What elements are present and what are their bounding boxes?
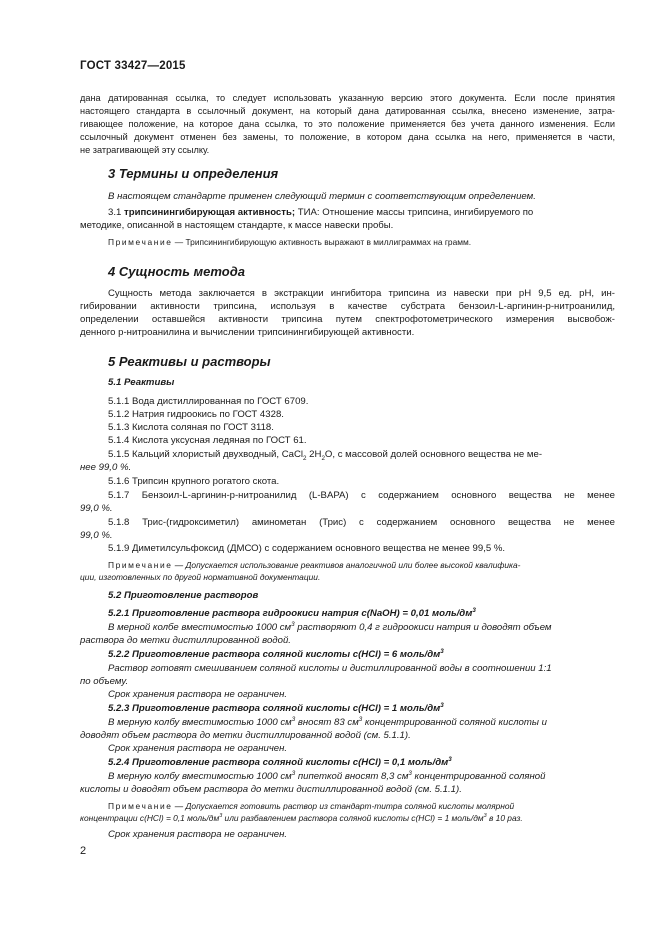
solution-5-2-2-title: 5.2.2 Приготовление раствора соляной кислоты c(HCl) = 6 моль/$дм^3$ [108,647,444,660]
solution-5-2-1-title: 5.2.1 Приготовление раствора гидроокиси натрия c(NaOH) = 0,01 моль/$дм^3$ [108,606,476,619]
solution-5-2-3-line-2: доводят объем раствора до метки дистиллированной водой (см. 5.1.1). [80,730,411,741]
note-label: Примечание [108,801,173,811]
reagent-5-1-4: 5.1.4 Кислота уксусная ледяная по ГОСТ 61. [108,435,307,446]
reagent-5-1-6: 5.1.6 Трипсин крупного рогатого скота. [108,476,280,487]
intro-line-5: не затрагивающей эту ссылку. [80,145,210,155]
section-4-line-2: гибировании активности трипсина, используя в качестве субстрата бензоил-L-аргинин-p-нитроанилид, [80,301,615,312]
reagent-5-1-5-line-2: нее 99,0 %. [80,462,132,473]
subsection-5-2-title: 5.2 Приготовление растворов [108,590,259,601]
reagent-5-1-7-line-2: 99,0 %. [80,503,113,514]
solution-5-2-2-line-3: Срок хранения раствора не ограничен. [108,689,288,700]
term-3-1-line-2: методике, описанной в настоящем стандарте, к массе навески пробы. [80,220,394,231]
reagent-5-1-5-line-1: 5.1.5 Кальций хлористый двухводный, CaCl$_2$ $2H_2O$, с массовой долей основного вещества не ме- [108,449,543,462]
intro-line-1: дана датированная ссылка, то следует использовать указанную версию этого документа. Если после принятия [80,93,615,103]
solution-5-2-3-line-1: В мерную колбу вместимостью 1000 $см^3$ вносят 83 $см^3$ концентрированной соляной кислоты и [108,715,547,728]
term-3-1-line-1: 3.1 трипсинингибирующая активность; ТИА: Отношение массы трипсина, ингибируемого по [108,207,534,218]
reagent-5-1-8-line-2: 99,0 %. [80,530,113,541]
solution-5-2-4-line-2: кислоты и доводят объем раствора до метки дистиллированной водой (см. 5.1.1). [80,784,462,795]
reagent-5-1-1: 5.1.1 Вода дистиллированная по ГОСТ 6709. [108,396,309,407]
section-4-line-3: определении оставшейся активности трипсина путем спектрофотометрического измерения высвобож- [80,314,615,325]
solution-5-2-2-line-2: по объему. [80,676,129,687]
reagent-5-1-2: 5.1.2 Натрия гидроокись по ГОСТ 4328. [108,409,284,420]
note-3: Примечание — Трипсинингибирующую активность выражают в миллиграммах на грамм. [108,237,472,247]
intro-line-3: гивающее положение, на которое дана ссылка, то это положение применяется без учета данного изменения. Если [80,119,615,129]
reagent-5-1-9: 5.1.9 Диметилсульфоксид (ДМСО) с содержанием основного вещества не менее 99,5 %. [108,543,506,554]
subsection-5-1-title: 5.1 Реактивы [108,377,175,388]
note-5-2-4-line-1: Примечание — Допускается готовить раствор из стандарт-титра соляной кислоты молярной [108,801,515,811]
solution-5-2-4-line-3: Срок хранения раствора не ограничен. [108,829,288,840]
solution-5-2-4-line-1: В мерную колбу вместимостью 1000 $см^3$ пипеткой вносят 8,3 $см^3$ концентрированной соляной [108,769,546,782]
section-4-line-4: денного p-нитроанилина и вычислении трипсинингибирующей активности. [80,327,415,338]
solution-5-2-4-title: 5.2.4 Приготовление раствора соляной кислоты c(HCl) = 0,1 моль/$дм^3$ [108,755,452,768]
intro-line-2: настоящего стандарта в ссылочный документ, на который дана датированная ссылка, внесено изменение, затра- [80,106,615,116]
term-name: трипсинингибирующая активность; [124,207,296,218]
section-3-title: 3 Термины и определения [108,166,279,181]
note-5-2-4-line-2: концентрации c(HCl) = 0,1 моль/$дм^3$ или разбавлением раствора соляной кислоты c(HCl) = 1 моль/$дм^3$ в 10 раз. [80,813,523,823]
document-header: ГОСТ 33427—2015 [80,60,186,72]
section-4-title: 4 Сущность метода [108,264,245,279]
note-label: Примечание [108,560,173,570]
reagent-5-1-7-line-1: 5.1.7 Бензоил-L-аргинин-p-нитроанилид (L-BAPA) с содержанием основного вещества не менее [108,490,615,501]
solution-5-2-1-line-1: В мерной колбе вместимостью 1000 $см^3$ растворяют 0,4 г гидроокиси натрия и доводят объем [108,620,552,633]
note-label: Примечание [108,237,173,247]
note-5-1-line-2: ции, изготовленных по другой нормативной документации. [80,572,321,582]
solution-5-2-1-line-2: раствора до метки дистиллированной водой. [80,635,291,646]
intro-line-4: ссылочный документ отменен без замены, то положение, в котором дана ссылка на него, применяется в части, [80,132,615,142]
solution-5-2-3-title: 5.2.3 Приготовление раствора соляной кислоты c(HCl) = 1 моль/$дм^3$ [108,701,444,714]
solution-5-2-2-line-1: Раствор готовят смешиванием соляной кислоты и дистиллированной воды в соотношении 1:1 [108,663,552,674]
section-5-title: 5 Реактивы и растворы [108,354,271,369]
page-number: 2 [80,845,87,857]
section-4-line-1: Сущность метода заключается в экстракции ингибитора трипсина из навески при pH 9,5 ед. pH, ин- [108,288,615,299]
section-3-intro: В настоящем стандарте применен следующий термин с соответствующим определением. [108,191,536,202]
solution-5-2-3-line-3: Срок хранения раствора не ограничен. [108,743,288,754]
note-5-1-line-1: Примечание — Допускается использование реактивов аналогичной или более высокой квалифика- [108,560,521,570]
reagent-5-1-3: 5.1.3 Кислота соляная по ГОСТ 3118. [108,422,274,433]
reagent-5-1-8-line-1: 5.1.8 Трис-(гидроксиметил) аминометан (Трис) с содержанием основного вещества не менее [108,517,615,528]
